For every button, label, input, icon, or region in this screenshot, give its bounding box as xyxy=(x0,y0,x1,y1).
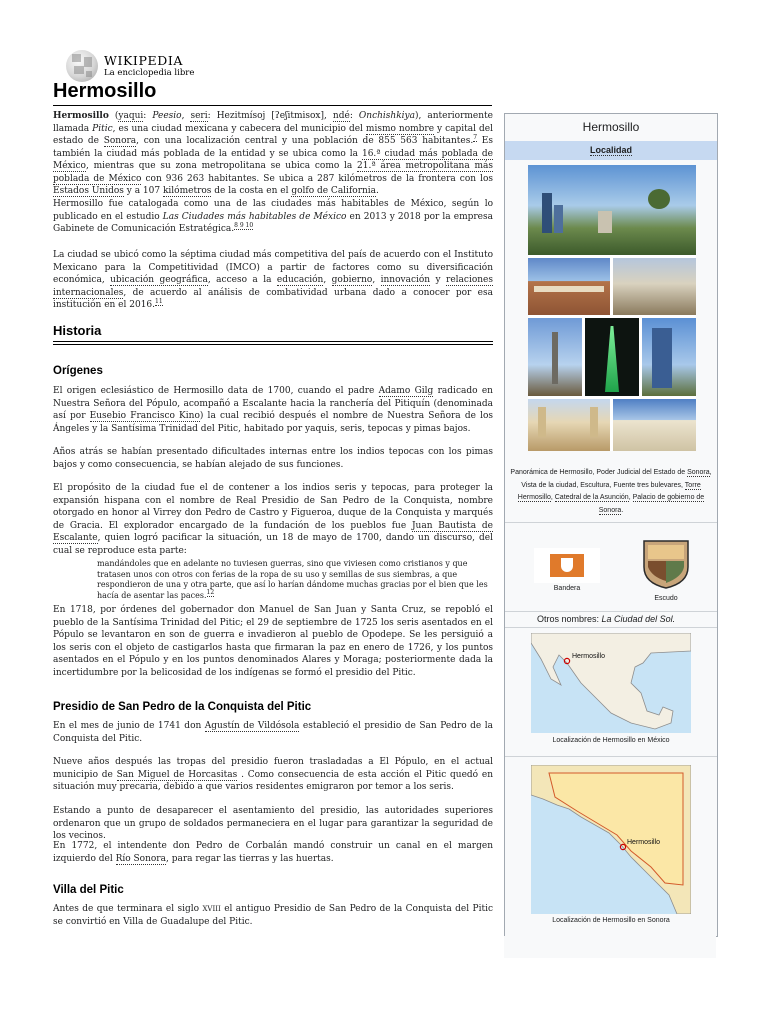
link-catedral-asuncion[interactable]: Catedral de la Asunción xyxy=(554,494,629,501)
wikipedia-logo[interactable] xyxy=(66,50,194,82)
page-title: Hermosillo xyxy=(53,80,157,102)
bandera-image[interactable] xyxy=(534,548,600,583)
link-rio-sonora[interactable]: Río Sonora xyxy=(115,853,166,864)
link-agustin-vildosola[interactable]: Agustín de Vildósola xyxy=(204,721,300,731)
ref-7[interactable]: 7 xyxy=(473,134,478,141)
infobox xyxy=(504,113,718,937)
link-mismo-nombre[interactable]: mismo nombre xyxy=(365,123,435,134)
link-adamo-gilg[interactable]: Adamo Gilg xyxy=(378,386,434,396)
link-innovacion[interactable]: innovación xyxy=(380,275,431,285)
section-divider xyxy=(53,341,493,345)
subheading-origenes: Orígenes xyxy=(53,365,103,377)
link-relaciones-internacionales[interactable]: relaciones internacionales xyxy=(53,275,493,298)
intro-paragraph-1: Hermosillo (yaqui: Peesio, seri: Hezitmísoj [ʔeʃitmisox], ndé: Onchishkiya), anteriormente llamada Pitic, es una ciudad mexicana y cabecera del municipio del mismo nombre y capital del estado de Sonora, con una localización central y una población de 855 563 habitantes.$^7$ Es también la ciudad más poblada de la entidad y se ubica como la 16.ª ciudad más poblada de México, mientras que su zona metropolitana se ubica como la 21.ª área metropolitana más poblada de México con 936 263 habitantes. Se ubica a 287 kilómetros de la frontera con los Estados Unidos y a 107 kilómetros de la costa en el golfo de California. xyxy=(53,111,494,196)
map-marker-label: Hermosillo xyxy=(627,839,661,846)
infobox-title: Hermosillo xyxy=(582,120,640,134)
intro-paragraph-2: Hermosillo fue catalogada como una de las ciudades más habitables de México, según lo publicado en el estudio Las Ciudades más habitables de México en 2013 y 2018 por la empresa Gabinete de Comunicación Estratégica.$^{8 9 10}$ xyxy=(53,199,493,234)
link-21-area[interactable]: 21.ª área metropolitana más poblada de México xyxy=(53,161,493,184)
infobox-divider xyxy=(505,756,717,757)
link-torre-hermosillo[interactable]: Torre Hermosillo xyxy=(517,481,701,501)
mexico-location-map[interactable] xyxy=(531,633,691,733)
link-ubicacion-geografica[interactable]: ubicación geográfica xyxy=(110,275,208,285)
photo-collage[interactable] xyxy=(528,165,696,451)
escudo-image[interactable] xyxy=(642,539,690,589)
link-16-ciudad[interactable]: 16.ª ciudad más poblada de México xyxy=(53,148,493,171)
link-caption-sonora[interactable]: Sonora xyxy=(687,469,710,476)
subheading-villa-pitic: Villa del Pitic xyxy=(53,884,124,896)
torre-hermosillo-photo xyxy=(642,318,696,396)
link-sonora[interactable]: Sonora xyxy=(103,136,137,146)
link-yaqui[interactable]: yaqui xyxy=(118,111,144,121)
link-san-miguel-horcasitas[interactable]: San Miguel de Horcasitas xyxy=(116,769,238,780)
historia-paragraph-5: En el mes de junio de 1741 don Agustín de Vildósola estableció el presidio de San Pedro de la Conquista del Pitic. xyxy=(53,721,494,744)
link-golfo-california[interactable]: golfo de California xyxy=(291,186,377,196)
blockquote: mandándoles que en adelante no tuviesen guerras, sino que viviesen como cristianos y que tratasen unos con otros con ferias de la ropa de su uso y semillas de sus siembras, a que respondieron de una y otra parte, que así lo harían dándome muchas gracias por el bien que les hacía de asentar las paces.$^{12}$ xyxy=(97,559,488,600)
link-gobierno[interactable]: gobierno xyxy=(331,275,373,285)
infobox-divider xyxy=(505,627,717,628)
infobox-subtitle[interactable]: Localidad xyxy=(505,141,717,160)
sonora-location-map[interactable] xyxy=(531,765,691,914)
historia-paragraph-9: Antes de que terminara el siglo XVIII el antiguo Presidio de San Pedro de la Conquista del Pitic se convirtió en Villa de Guadalupe del Pitic. xyxy=(53,904,493,927)
historia-paragraph-2: Años atrás se habían presentado dificultades internas entre los indios tepocas con los pimas bajos y como consecuencia, se habían alejado de sus funciones. xyxy=(53,447,493,470)
panorama-photo xyxy=(528,165,696,255)
fountain-photo xyxy=(585,318,639,396)
title-divider xyxy=(53,105,492,106)
link-juan-bautista-escalante[interactable]: Juan Bautista de Escalante xyxy=(53,520,493,543)
bandera-label: Bandera xyxy=(553,585,581,592)
sculpture-photo xyxy=(528,318,582,396)
link-palacio-gobierno[interactable]: Palacio de gobierno de Sonora xyxy=(598,494,705,514)
historia-paragraph-8: En 1772, el intendente don Pedro de Corbalán mandó construir un canal en el margen izquierdo del Río Sonora, para regar las tierras y las huertas. xyxy=(53,841,493,864)
mexico-map-caption: Localización de Hermosillo en México xyxy=(552,737,670,744)
infobox-divider xyxy=(505,611,717,612)
historia-paragraph-6: Nueve años después las tropas del presidio fueron trasladadas a El Pópulo, en el actual municipio de San Miguel de Horcasitas . Como consecuencia de esta acción el Pitic quedó en situación muy precaria, debido a que varios residentes emigraron por temor a los seris. xyxy=(53,757,493,792)
link-estados-unidos[interactable]: Estados Unidos xyxy=(53,186,124,196)
logo-subtitle: La enciclopedia libre xyxy=(104,68,195,78)
infobox-divider xyxy=(505,522,717,523)
ref-12[interactable]: 12 xyxy=(206,588,215,596)
link-kilometros[interactable]: kilómetros xyxy=(162,186,212,196)
palacio-gobierno-photo xyxy=(613,399,696,451)
historia-paragraph-1: El origen eclesiástico de Hermosillo data de 1700, cuando el padre Adamo Gilg radicado en Nuestra Señora del Pópulo, acompañó a Escalante hacia la ranchería del Pitiquín (denominada así por Eusebio Francisco Kino) la cual recibió después el nombre de Nuestra Señora de los Ángeles y la Santísima Trinidad del Pitic, habitado por yaquis, seris, tepocas y pimas bajos. xyxy=(53,386,493,434)
link-eusebio-kino[interactable]: Eusebio Francisco Kino xyxy=(89,411,200,421)
ref-11[interactable]: 11 xyxy=(155,298,163,305)
otros-nombres: Otros nombres: La Ciudad del Sol. xyxy=(537,614,676,624)
historia-paragraph-3: El propósito de la ciudad fue el de contener a los indios seris y tepocas, para proteger la expansión hispana con el nombre de Real Presidio de San Pedro de la Conquista, nombre otorgado en honor al Virrey don Pedro de Castro y Figueroa, duque de la Conquista y marqués de Gracia. El explorador encargado de la fundación de los pueblos fue Juan Bautista de Escalante, quien logró pacificar la situación, un 18 de mayo de 1700, dando un discurso, del cual se reproduce esta parte: xyxy=(53,483,493,556)
section-heading-historia: Historia xyxy=(53,323,102,338)
link-educacion[interactable]: educación xyxy=(276,275,324,285)
subheading-presidio: Presidio de San Pedro de la Conquista del Pitic xyxy=(53,701,312,713)
sonora-map-caption: Localización de Hermosillo en Sonora xyxy=(552,917,670,924)
historia-paragraph-7: Estando a punto de desaparecer el asentamiento del presidio, las autoridades superiores ordenaron que un grupo de soldados permaneciera en el lugar para garantizar la seguridad de los vecinos. xyxy=(53,806,493,841)
collage-caption: Panorámica de Hermosillo, Poder Judicial del Estado de Sonora, Vista de la ciudad, Escultura, Fuente tres bulevares, Torre Hermosillo, Catedral de la Asunción, Palacio de gobierno de Sonora. xyxy=(510,469,712,514)
poder-judicial-photo xyxy=(528,258,610,315)
ref-8-9-10[interactable]: 8 9 10 xyxy=(234,222,254,229)
historia-paragraph-4: En 1718, por órdenes del gobernador don Manuel de San Juan y Santa Cruz, se repobló el pueblo de la Santísima Trinidad del Pitic; el 29 de septiembre de 1725 los seris asentados en el Pópulo se levantaron en son de guerra e invadieron al pueblo de Opodepe. Se les persiguió a los seris con el objeto de castigarlos hasta que firmaran la paz en enero de 1726, y los puntos asentados en el Pópulo y en los puntos denominados Alares y Moraga; posteriormente dada la incertidumbre por la belicosidad de los indígenas se formó el presidio del Pitic. xyxy=(53,605,493,678)
city-view-photo xyxy=(613,258,696,315)
logo-title: WIKIPEDIA xyxy=(104,52,183,68)
catedral-photo xyxy=(528,399,610,451)
map-marker-label: Hermosillo xyxy=(572,653,606,660)
wikipedia-globe-icon xyxy=(66,50,98,82)
intro-paragraph-3: La ciudad se ubicó como la séptima ciudad más competitiva del país de acuerdo con el Instituto Mexicano para la Competitividad (IMCO) a partir de factores como su diversificación económica, ubicación geográfica, acceso a la educación, gobierno, innovación y relaciones internacionales, de acuerdo al análisis de combatividad urbana dado a conocer por esa institución en el 2016.11 xyxy=(53,250,493,310)
infobox-footer-panel xyxy=(504,936,716,958)
link-nde[interactable]: ndé xyxy=(332,111,350,121)
escudo-label: Escudo xyxy=(654,595,678,602)
link-seri[interactable]: seri xyxy=(190,111,208,121)
